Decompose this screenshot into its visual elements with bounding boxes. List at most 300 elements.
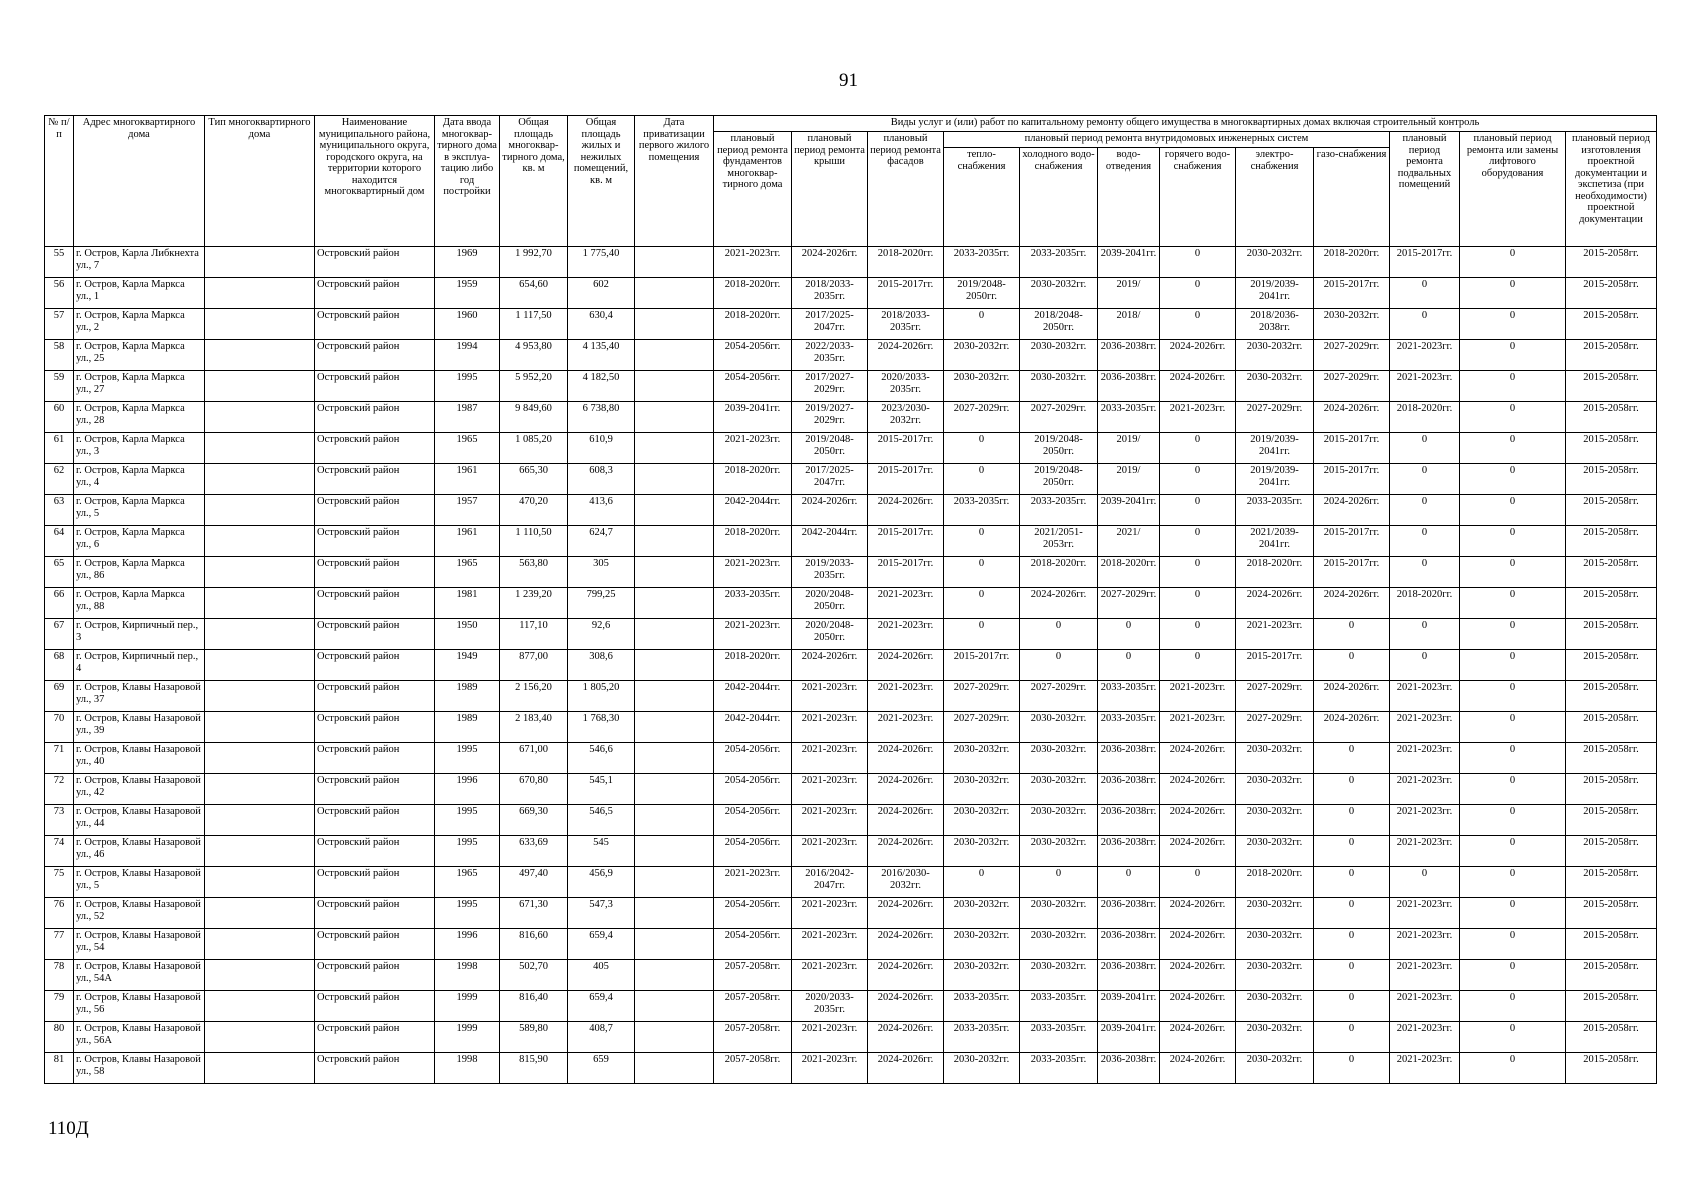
cold-water-cell: 2027-2029гг. xyxy=(1020,681,1098,712)
row-number: 70 xyxy=(45,712,74,743)
row-number: 71 xyxy=(45,743,74,774)
area-living-cell: 799,25 xyxy=(568,588,635,619)
privatization-cell xyxy=(635,867,714,898)
district-cell: Островский район xyxy=(315,588,435,619)
row-number: 77 xyxy=(45,929,74,960)
cold-water-cell: 2033-2035гг. xyxy=(1020,991,1098,1022)
district-cell: Островский район xyxy=(315,557,435,588)
roof-cell: 2016/2042-2047гг. xyxy=(792,867,868,898)
row-number: 60 xyxy=(45,402,74,433)
district-cell: Островский район xyxy=(315,619,435,650)
header-district: Наименование муниципального района, муниципального округа, городского округа, на территории которого находится многоквартирный дом xyxy=(315,116,435,247)
basement-cell: 2021-2023гг. xyxy=(1390,805,1460,836)
sewer-cell: 2036-2038гг. xyxy=(1098,805,1160,836)
house-type-cell xyxy=(205,247,315,278)
basement-cell: 2021-2023гг. xyxy=(1390,1053,1460,1084)
table-row xyxy=(45,371,1657,402)
district-cell: Островский район xyxy=(315,836,435,867)
address-cell: г. Остров, Клавы Назаровой ул., 56 xyxy=(74,991,205,1022)
gas-cell: 2030-2032гг. xyxy=(1314,309,1390,340)
foundation-cell: 2018-2020гг. xyxy=(714,464,792,495)
elevator-cell: 0 xyxy=(1460,309,1566,340)
address-cell: г. Остров, Клавы Назаровой ул., 58 xyxy=(74,1053,205,1084)
facade-cell: 2016/2030-2032гг. xyxy=(868,867,944,898)
header-sewer: водо-отведения xyxy=(1098,148,1160,247)
table-row xyxy=(45,433,1657,464)
table-row xyxy=(45,681,1657,712)
house-type-cell xyxy=(205,836,315,867)
hot-water-cell: 2024-2026гг. xyxy=(1160,743,1236,774)
year-cell: 1957 xyxy=(435,495,500,526)
area-living-cell: 92,6 xyxy=(568,619,635,650)
roof-cell: 2017/2025-2047гг. xyxy=(792,309,868,340)
year-cell: 1999 xyxy=(435,1022,500,1053)
facade-cell: 2015-2017гг. xyxy=(868,557,944,588)
area-total-cell: 117,10 xyxy=(500,619,568,650)
foundation-cell: 2018-2020гг. xyxy=(714,526,792,557)
foundation-cell: 2033-2035гг. xyxy=(714,588,792,619)
foundation-cell: 2054-2056гг. xyxy=(714,340,792,371)
basement-cell: 2021-2023гг. xyxy=(1390,743,1460,774)
gas-cell: 2015-2017гг. xyxy=(1314,433,1390,464)
hot-water-cell: 0 xyxy=(1160,278,1236,309)
heat-cell: 2030-2032гг. xyxy=(944,774,1020,805)
project-docs-cell: 2015-2058гг. xyxy=(1566,898,1657,929)
gas-cell: 0 xyxy=(1314,774,1390,805)
cold-water-cell: 2030-2032гг. xyxy=(1020,371,1098,402)
area-total-cell: 2 156,20 xyxy=(500,681,568,712)
header-area-total: Общая площадь многоквар-тирного дома, кв. м xyxy=(500,116,568,247)
foundation-cell: 2057-2058гг. xyxy=(714,960,792,991)
roof-cell: 2022/2033-2035гг. xyxy=(792,340,868,371)
heat-cell: 2027-2029гг. xyxy=(944,681,1020,712)
hot-water-cell: 2024-2026гг. xyxy=(1160,1053,1236,1084)
hot-water-cell: 0 xyxy=(1160,247,1236,278)
address-cell: г. Остров, Клавы Назаровой ул., 54 xyxy=(74,929,205,960)
table-row xyxy=(45,805,1657,836)
project-docs-cell: 2015-2058гг. xyxy=(1566,929,1657,960)
facade-cell: 2015-2017гг. xyxy=(868,464,944,495)
house-type-cell xyxy=(205,402,315,433)
sewer-cell: 2033-2035гг. xyxy=(1098,402,1160,433)
privatization-cell xyxy=(635,712,714,743)
house-type-cell xyxy=(205,774,315,805)
house-type-cell xyxy=(205,557,315,588)
district-cell: Островский район xyxy=(315,960,435,991)
address-cell: г. Остров, Кирпичный пер., 3 xyxy=(74,619,205,650)
electric-cell: 2030-2032гг. xyxy=(1236,929,1314,960)
electric-cell: 2018-2020гг. xyxy=(1236,557,1314,588)
header-electric: электро-снабжения xyxy=(1236,148,1314,247)
cold-water-cell: 0 xyxy=(1020,619,1098,650)
house-type-cell xyxy=(205,743,315,774)
project-docs-cell: 2015-2058гг. xyxy=(1566,681,1657,712)
electric-cell: 2030-2032гг. xyxy=(1236,743,1314,774)
row-number: 76 xyxy=(45,898,74,929)
sewer-cell: 2036-2038гг. xyxy=(1098,371,1160,402)
foundation-cell: 2018-2020гг. xyxy=(714,650,792,681)
year-cell: 1965 xyxy=(435,867,500,898)
heat-cell: 2033-2035гг. xyxy=(944,247,1020,278)
privatization-cell xyxy=(635,805,714,836)
header-num: № п/п xyxy=(45,116,74,247)
address-cell: г. Остров, Клавы Назаровой ул., 56А xyxy=(74,1022,205,1053)
area-living-cell: 659,4 xyxy=(568,929,635,960)
row-number: 79 xyxy=(45,991,74,1022)
area-living-cell: 546,6 xyxy=(568,743,635,774)
district-cell: Островский район xyxy=(315,495,435,526)
hot-water-cell: 2024-2026гг. xyxy=(1160,960,1236,991)
electric-cell: 2030-2032гг. xyxy=(1236,371,1314,402)
year-cell: 1961 xyxy=(435,526,500,557)
district-cell: Островский район xyxy=(315,278,435,309)
year-cell: 1995 xyxy=(435,371,500,402)
foundation-cell: 2042-2044гг. xyxy=(714,712,792,743)
project-docs-cell: 2015-2058гг. xyxy=(1566,1053,1657,1084)
gas-cell: 0 xyxy=(1314,929,1390,960)
house-type-cell xyxy=(205,991,315,1022)
district-cell: Островский район xyxy=(315,433,435,464)
gas-cell: 2024-2026гг. xyxy=(1314,681,1390,712)
header-works-group: Виды услуг и (или) работ по капитальному ремонту общего имущества в многоквартирных домах включая строительный контроль xyxy=(714,116,1657,132)
elevator-cell: 0 xyxy=(1460,805,1566,836)
year-cell: 1996 xyxy=(435,774,500,805)
gas-cell: 0 xyxy=(1314,867,1390,898)
cold-water-cell: 2030-2032гг. xyxy=(1020,805,1098,836)
elevator-cell: 0 xyxy=(1460,681,1566,712)
gas-cell: 0 xyxy=(1314,960,1390,991)
address-cell: г. Остров, Карла Маркса ул., 4 xyxy=(74,464,205,495)
year-cell: 1981 xyxy=(435,588,500,619)
table-row xyxy=(45,774,1657,805)
electric-cell: 2030-2032гг. xyxy=(1236,960,1314,991)
project-docs-cell: 2015-2058гг. xyxy=(1566,247,1657,278)
house-type-cell xyxy=(205,1053,315,1084)
house-type-cell xyxy=(205,309,315,340)
house-type-cell xyxy=(205,1022,315,1053)
district-cell: Островский район xyxy=(315,464,435,495)
house-type-cell xyxy=(205,960,315,991)
heat-cell: 2030-2032гг. xyxy=(944,898,1020,929)
basement-cell: 2021-2023гг. xyxy=(1390,774,1460,805)
electric-cell: 2021/2039-2041гг. xyxy=(1236,526,1314,557)
privatization-cell xyxy=(635,464,714,495)
document-code: 110Д xyxy=(48,1118,89,1139)
year-cell: 1994 xyxy=(435,340,500,371)
row-number: 57 xyxy=(45,309,74,340)
basement-cell: 2018-2020гг. xyxy=(1390,402,1460,433)
basement-cell: 0 xyxy=(1390,867,1460,898)
hot-water-cell: 0 xyxy=(1160,650,1236,681)
basement-cell: 2015-2017гг. xyxy=(1390,247,1460,278)
address-cell: г. Остров, Карла Маркса ул., 5 xyxy=(74,495,205,526)
roof-cell: 2021-2023гг. xyxy=(792,681,868,712)
page-number: 91 xyxy=(839,70,858,91)
cold-water-cell: 2033-2035гг. xyxy=(1020,247,1098,278)
house-type-cell xyxy=(205,805,315,836)
heat-cell: 0 xyxy=(944,619,1020,650)
header-privatization: Дата приватизации первого жилого помещения xyxy=(635,116,714,247)
elevator-cell: 0 xyxy=(1460,371,1566,402)
gas-cell: 2027-2029гг. xyxy=(1314,371,1390,402)
sewer-cell: 2036-2038гг. xyxy=(1098,836,1160,867)
year-cell: 1989 xyxy=(435,712,500,743)
area-living-cell: 305 xyxy=(568,557,635,588)
elevator-cell: 0 xyxy=(1460,278,1566,309)
area-total-cell: 665,30 xyxy=(500,464,568,495)
cold-water-cell: 2019/2048-2050гг. xyxy=(1020,464,1098,495)
privatization-cell xyxy=(635,836,714,867)
header-area-living: Общая площадь жилых и нежилых помещений, кв. м xyxy=(568,116,635,247)
area-total-cell: 563,80 xyxy=(500,557,568,588)
hot-water-cell: 2024-2026гг. xyxy=(1160,805,1236,836)
table-row xyxy=(45,464,1657,495)
project-docs-cell: 2015-2058гг. xyxy=(1566,588,1657,619)
address-cell: г. Остров, Клавы Назаровой ул., 37 xyxy=(74,681,205,712)
elevator-cell: 0 xyxy=(1460,650,1566,681)
area-living-cell: 602 xyxy=(568,278,635,309)
gas-cell: 0 xyxy=(1314,836,1390,867)
electric-cell: 2030-2032гг. xyxy=(1236,247,1314,278)
heat-cell: 2033-2035гг. xyxy=(944,991,1020,1022)
electric-cell: 2027-2029гг. xyxy=(1236,712,1314,743)
basement-cell: 2021-2023гг. xyxy=(1390,960,1460,991)
sewer-cell: 2036-2038гг. xyxy=(1098,743,1160,774)
elevator-cell: 0 xyxy=(1460,960,1566,991)
facade-cell: 2018-2020гг. xyxy=(868,247,944,278)
area-living-cell: 408,7 xyxy=(568,1022,635,1053)
house-type-cell xyxy=(205,898,315,929)
capital-repair-table xyxy=(44,115,1657,1084)
district-cell: Островский район xyxy=(315,774,435,805)
header-systems-group: плановый период ремонта внутридомовых инженерных систем xyxy=(944,132,1390,148)
basement-cell: 2021-2023гг. xyxy=(1390,929,1460,960)
electric-cell: 2030-2032гг. xyxy=(1236,1022,1314,1053)
area-total-cell: 1 085,20 xyxy=(500,433,568,464)
address-cell: г. Остров, Клавы Назаровой ул., 5 xyxy=(74,867,205,898)
hot-water-cell: 0 xyxy=(1160,464,1236,495)
table-row xyxy=(45,929,1657,960)
cold-water-cell: 2018/2048-2050гг. xyxy=(1020,309,1098,340)
table-row xyxy=(45,836,1657,867)
area-total-cell: 633,69 xyxy=(500,836,568,867)
foundation-cell: 2054-2056гг. xyxy=(714,805,792,836)
cold-water-cell: 2030-2032гг. xyxy=(1020,712,1098,743)
basement-cell: 2021-2023гг. xyxy=(1390,340,1460,371)
electric-cell: 2030-2032гг. xyxy=(1236,898,1314,929)
row-number: 75 xyxy=(45,867,74,898)
basement-cell: 0 xyxy=(1390,464,1460,495)
address-cell: г. Остров, Карла Маркса ул., 3 xyxy=(74,433,205,464)
table-row xyxy=(45,898,1657,929)
year-cell: 1950 xyxy=(435,619,500,650)
area-living-cell: 456,9 xyxy=(568,867,635,898)
gas-cell: 2024-2026гг. xyxy=(1314,402,1390,433)
area-living-cell: 308,6 xyxy=(568,650,635,681)
table-row xyxy=(45,495,1657,526)
sewer-cell: 0 xyxy=(1098,619,1160,650)
house-type-cell xyxy=(205,464,315,495)
project-docs-cell: 2015-2058гг. xyxy=(1566,743,1657,774)
district-cell: Островский район xyxy=(315,681,435,712)
district-cell: Островский район xyxy=(315,898,435,929)
heat-cell: 2030-2032гг. xyxy=(944,371,1020,402)
roof-cell: 2018/2033-2035гг. xyxy=(792,278,868,309)
gas-cell: 2024-2026гг. xyxy=(1314,495,1390,526)
table-row xyxy=(45,526,1657,557)
roof-cell: 2024-2026гг. xyxy=(792,247,868,278)
roof-cell: 2020/2033-2035гг. xyxy=(792,991,868,1022)
sewer-cell: 2039-2041гг. xyxy=(1098,991,1160,1022)
district-cell: Островский район xyxy=(315,402,435,433)
project-docs-cell: 2015-2058гг. xyxy=(1566,278,1657,309)
basement-cell: 0 xyxy=(1390,650,1460,681)
foundation-cell: 2057-2058гг. xyxy=(714,1022,792,1053)
privatization-cell xyxy=(635,247,714,278)
year-cell: 1998 xyxy=(435,960,500,991)
cold-water-cell: 2033-2035гг. xyxy=(1020,1022,1098,1053)
gas-cell: 2015-2017гг. xyxy=(1314,526,1390,557)
area-living-cell: 630,4 xyxy=(568,309,635,340)
house-type-cell xyxy=(205,681,315,712)
table-row xyxy=(45,247,1657,278)
elevator-cell: 0 xyxy=(1460,433,1566,464)
year-cell: 1969 xyxy=(435,247,500,278)
address-cell: г. Остров, Клавы Назаровой ул., 52 xyxy=(74,898,205,929)
row-number: 64 xyxy=(45,526,74,557)
basement-cell: 2021-2023гг. xyxy=(1390,898,1460,929)
area-total-cell: 9 849,60 xyxy=(500,402,568,433)
area-living-cell: 545,1 xyxy=(568,774,635,805)
hot-water-cell: 2024-2026гг. xyxy=(1160,991,1236,1022)
heat-cell: 2033-2035гг. xyxy=(944,495,1020,526)
basement-cell: 2021-2023гг. xyxy=(1390,371,1460,402)
row-number: 68 xyxy=(45,650,74,681)
privatization-cell xyxy=(635,1022,714,1053)
foundation-cell: 2054-2056гг. xyxy=(714,371,792,402)
year-cell: 1998 xyxy=(435,1053,500,1084)
electric-cell: 2019/2039-2041гг. xyxy=(1236,433,1314,464)
header-project-docs: плановый период изготовления проектной документации и экспетиза (при необходимости) проектной документации xyxy=(1566,132,1657,247)
foundation-cell: 2021-2023гг. xyxy=(714,247,792,278)
gas-cell: 0 xyxy=(1314,743,1390,774)
district-cell: Островский район xyxy=(315,247,435,278)
house-type-cell xyxy=(205,278,315,309)
sewer-cell: 2036-2038гг. xyxy=(1098,340,1160,371)
row-number: 80 xyxy=(45,1022,74,1053)
header-gas: газо-снабжения xyxy=(1314,148,1390,247)
sewer-cell: 2019/ xyxy=(1098,464,1160,495)
elevator-cell: 0 xyxy=(1460,619,1566,650)
area-living-cell: 413,6 xyxy=(568,495,635,526)
gas-cell: 2024-2026гг. xyxy=(1314,588,1390,619)
cold-water-cell: 0 xyxy=(1020,650,1098,681)
sewer-cell: 2021/ xyxy=(1098,526,1160,557)
hot-water-cell: 2021-2023гг. xyxy=(1160,681,1236,712)
sewer-cell: 2039-2041гг. xyxy=(1098,1022,1160,1053)
gas-cell: 2018-2020гг. xyxy=(1314,247,1390,278)
gas-cell: 2024-2026гг. xyxy=(1314,712,1390,743)
area-total-cell: 5 952,20 xyxy=(500,371,568,402)
row-number: 67 xyxy=(45,619,74,650)
roof-cell: 2042-2044гг. xyxy=(792,526,868,557)
electric-cell: 2024-2026гг. xyxy=(1236,588,1314,619)
table-row xyxy=(45,588,1657,619)
area-living-cell: 1 768,30 xyxy=(568,712,635,743)
roof-cell: 2024-2026гг. xyxy=(792,495,868,526)
basement-cell: 0 xyxy=(1390,557,1460,588)
gas-cell: 0 xyxy=(1314,650,1390,681)
foundation-cell: 2042-2044гг. xyxy=(714,495,792,526)
electric-cell: 2030-2032гг. xyxy=(1236,340,1314,371)
electric-cell: 2019/2039-2041гг. xyxy=(1236,278,1314,309)
address-cell: г. Остров, Карла Маркса ул., 6 xyxy=(74,526,205,557)
foundation-cell: 2054-2056гг. xyxy=(714,898,792,929)
foundation-cell: 2057-2058гг. xyxy=(714,1053,792,1084)
address-cell: г. Остров, Карла Маркса ул., 28 xyxy=(74,402,205,433)
table-row xyxy=(45,309,1657,340)
house-type-cell xyxy=(205,619,315,650)
house-type-cell xyxy=(205,712,315,743)
hot-water-cell: 0 xyxy=(1160,867,1236,898)
foundation-cell: 2054-2056гг. xyxy=(714,929,792,960)
sewer-cell: 2036-2038гг. xyxy=(1098,929,1160,960)
area-living-cell: 6 738,80 xyxy=(568,402,635,433)
privatization-cell xyxy=(635,588,714,619)
header-roof: плановый период ремонта крыши xyxy=(792,132,868,247)
project-docs-cell: 2015-2058гг. xyxy=(1566,340,1657,371)
header-hot-water: горячего водо-снабжения xyxy=(1160,148,1236,247)
address-cell: г. Остров, Карла Маркса ул., 2 xyxy=(74,309,205,340)
facade-cell: 2015-2017гг. xyxy=(868,278,944,309)
privatization-cell xyxy=(635,371,714,402)
project-docs-cell: 2015-2058гг. xyxy=(1566,712,1657,743)
facade-cell: 2020/2033-2035гг. xyxy=(868,371,944,402)
cold-water-cell: 2018-2020гг. xyxy=(1020,557,1098,588)
basement-cell: 2021-2023гг. xyxy=(1390,1022,1460,1053)
electric-cell: 2019/2039-2041гг. xyxy=(1236,464,1314,495)
area-total-cell: 589,80 xyxy=(500,1022,568,1053)
address-cell: г. Остров, Карла Маркса ул., 25 xyxy=(74,340,205,371)
privatization-cell xyxy=(635,619,714,650)
address-cell: г. Остров, Клавы Назаровой ул., 44 xyxy=(74,805,205,836)
area-total-cell: 669,30 xyxy=(500,805,568,836)
elevator-cell: 0 xyxy=(1460,1053,1566,1084)
basement-cell: 0 xyxy=(1390,495,1460,526)
elevator-cell: 0 xyxy=(1460,991,1566,1022)
cold-water-cell: 2030-2032гг. xyxy=(1020,774,1098,805)
cold-water-cell: 2030-2032гг. xyxy=(1020,340,1098,371)
header-address: Адрес многоквартирного дома xyxy=(74,116,205,247)
foundation-cell: 2039-2041гг. xyxy=(714,402,792,433)
electric-cell: 2033-2035гг. xyxy=(1236,495,1314,526)
facade-cell: 2015-2017гг. xyxy=(868,433,944,464)
gas-cell: 2015-2017гг. xyxy=(1314,464,1390,495)
hot-water-cell: 2024-2026гг. xyxy=(1160,898,1236,929)
elevator-cell: 0 xyxy=(1460,712,1566,743)
heat-cell: 0 xyxy=(944,433,1020,464)
hot-water-cell: 0 xyxy=(1160,309,1236,340)
year-cell: 1959 xyxy=(435,278,500,309)
cold-water-cell: 2030-2032гг. xyxy=(1020,278,1098,309)
electric-cell: 2021-2023гг. xyxy=(1236,619,1314,650)
roof-cell: 2021-2023гг. xyxy=(792,712,868,743)
roof-cell: 2019/2033-2035гг. xyxy=(792,557,868,588)
privatization-cell xyxy=(635,650,714,681)
foundation-cell: 2057-2058гг. xyxy=(714,991,792,1022)
house-type-cell xyxy=(205,588,315,619)
header-cold-water: холодного водо-снабжения xyxy=(1020,148,1098,247)
